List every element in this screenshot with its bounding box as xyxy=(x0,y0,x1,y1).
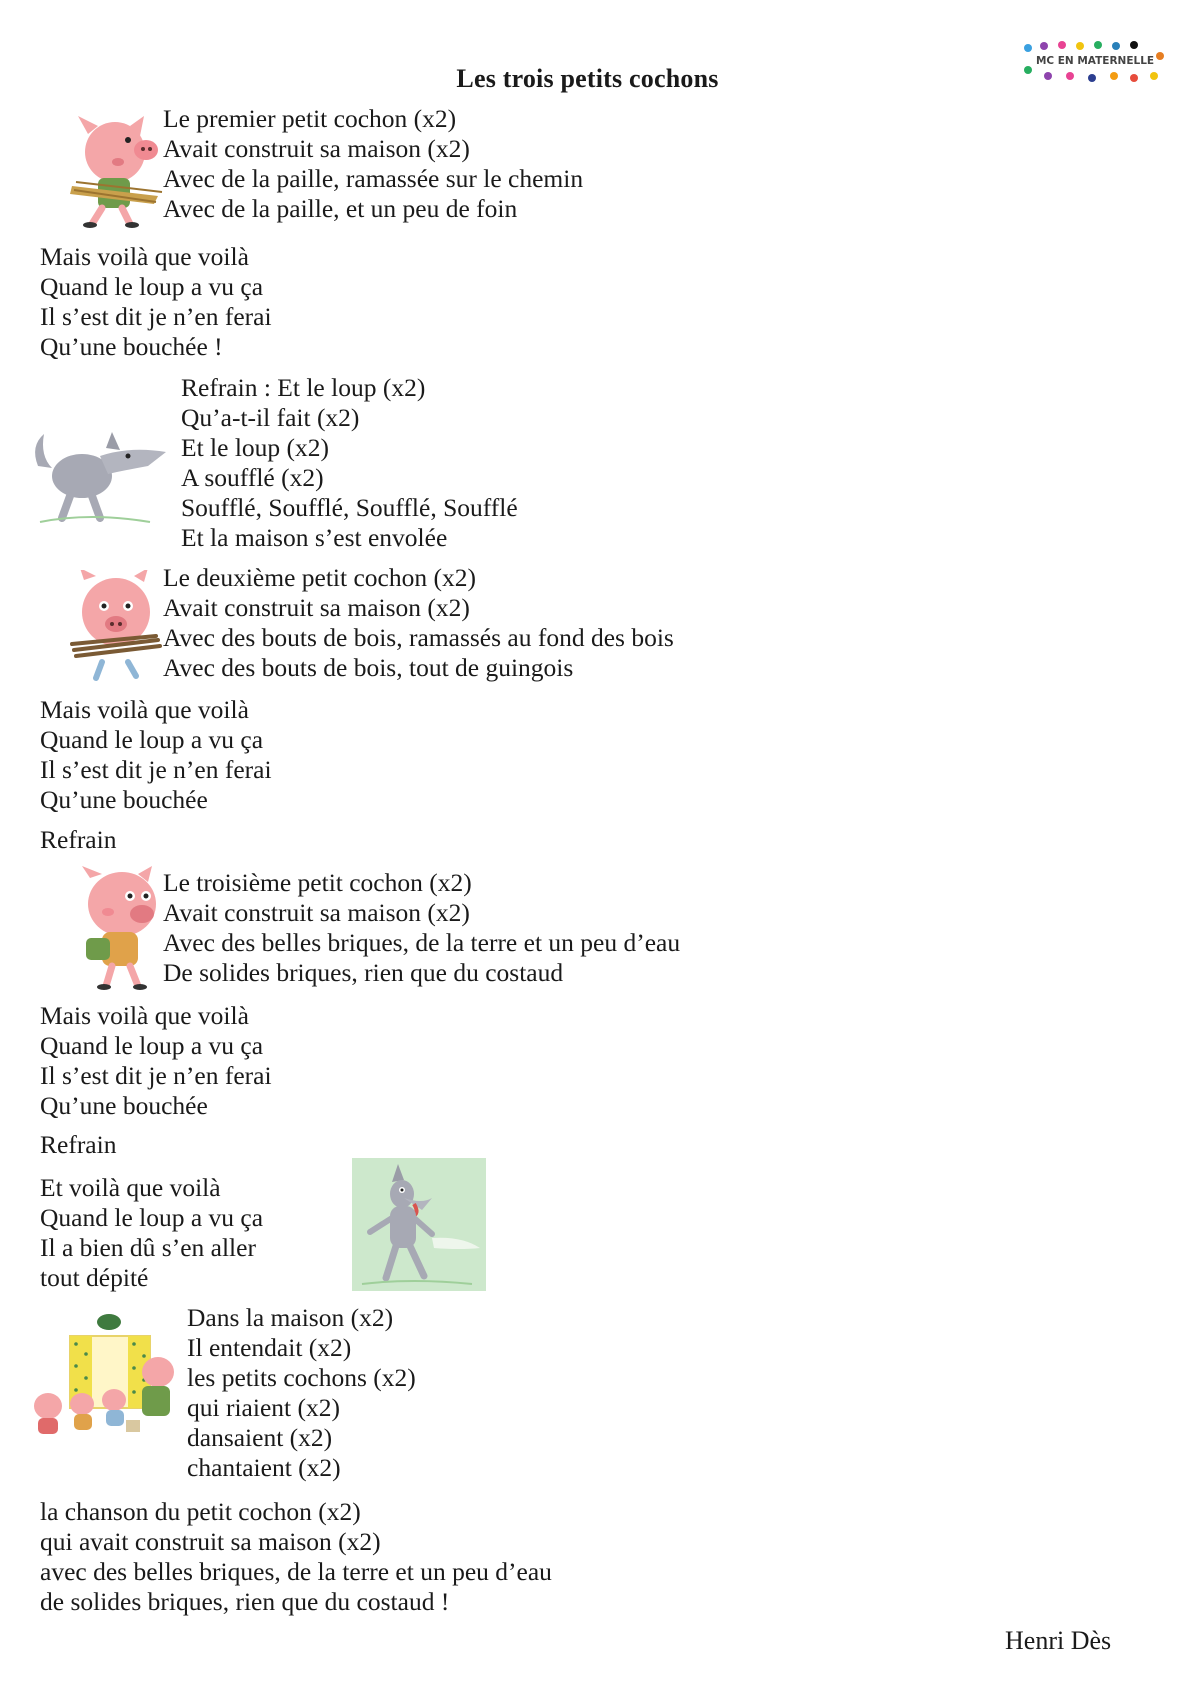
chorus-2-line: Quand le loup a vu ça xyxy=(40,725,264,754)
refrain-line: A soufflé (x2) xyxy=(181,463,324,492)
verse-2-line: Le deuxième petit cochon (x2) xyxy=(163,563,476,592)
chorus-2-line: Qu’une bouchée xyxy=(40,785,208,814)
house-verse-line: chantaient (x2) xyxy=(187,1453,341,1482)
chorus-3-line: Mais voilà que voilà xyxy=(40,1001,249,1030)
chorus-2 xyxy=(40,695,272,815)
pig-with-bag-illustration xyxy=(68,866,172,992)
logo-text: MC EN MATERNELLE xyxy=(1035,55,1155,67)
verse-3-line: De solides briques, rien que du costaud xyxy=(163,958,564,987)
author-name: Henri Dès xyxy=(1005,1626,1112,1655)
verse-3-line: Le troisième petit cochon (x2) xyxy=(163,868,472,897)
chorus-1-line: Qu’une bouchée ! xyxy=(40,332,223,361)
ending-line: Quand le loup a vu ça xyxy=(40,1203,264,1232)
pig-with-straw-illustration xyxy=(58,112,173,230)
house-verse-line: Dans la maison (x2) xyxy=(187,1303,394,1332)
final-verse-line: qui avait construit sa maison (x2) xyxy=(40,1527,381,1556)
refrain xyxy=(181,373,518,553)
refrain-line: Et la maison s’est envolée xyxy=(181,523,448,552)
final-verse-line: avec des belles briques, de la terre et un peu d’eau xyxy=(40,1557,552,1586)
house-verse xyxy=(187,1303,416,1483)
verse-2-line: Avec des bouts de bois, ramassés au fond des bois xyxy=(163,623,674,652)
chorus-1-line: Quand le loup a vu ça xyxy=(40,272,264,301)
refrain-label-1 xyxy=(40,825,116,855)
wolf-leaving-illustration xyxy=(352,1158,486,1291)
chorus-2-line: Il s’est dit je n’en ferai xyxy=(40,755,272,784)
refrain-line: Soufflé, Soufflé, Soufflé, Soufflé xyxy=(181,493,518,522)
ending-line: tout dépité xyxy=(40,1263,149,1292)
chorus-3 xyxy=(40,1001,272,1121)
refrain-line: Et le loup (x2) xyxy=(181,433,330,462)
chorus-3-line: Quand le loup a vu ça xyxy=(40,1031,264,1060)
pig-with-sticks-illustration xyxy=(66,570,166,682)
house-verse-line: dansaient (x2) xyxy=(187,1423,333,1452)
chorus-1-line: Mais voilà que voilà xyxy=(40,242,249,271)
chorus-3-line: Qu’une bouchée xyxy=(40,1091,208,1120)
ending xyxy=(40,1173,263,1293)
refrain-line: Qu’a-t-il fait (x2) xyxy=(181,403,360,432)
verse-3-line: Avait construit sa maison (x2) xyxy=(163,898,470,927)
refrain-line: Refrain : Et le loup (x2) xyxy=(181,373,426,402)
chorus-1-line: Il s’est dit je n’en ferai xyxy=(40,302,272,331)
refrain-label: Refrain xyxy=(40,825,117,854)
verse-1-line: Le premier petit cochon (x2) xyxy=(163,104,457,133)
verse-1-line: Avec de la paille, ramassée sur le chemin xyxy=(163,164,584,193)
verse-2 xyxy=(163,563,674,683)
verse-2-line: Avec des bouts de bois, tout de guingois xyxy=(163,653,574,682)
refrain-label-2 xyxy=(40,1130,116,1160)
chorus-3-line: Il s’est dit je n’en ferai xyxy=(40,1061,272,1090)
final-verse-line: la chanson du petit cochon (x2) xyxy=(40,1497,361,1526)
house-verse-line: qui riaient (x2) xyxy=(187,1393,340,1422)
wolf-blowing-illustration xyxy=(30,426,176,526)
ending-line: Il a bien dû s’en aller xyxy=(40,1233,256,1262)
mc-en-maternelle-logo xyxy=(1022,40,1168,88)
house-verse-line: Il entendait (x2) xyxy=(187,1333,352,1362)
song-title: Les trois petits cochons xyxy=(456,64,719,93)
pigs-in-house-illustration xyxy=(30,1310,180,1442)
chorus-1 xyxy=(40,242,272,362)
verse-1 xyxy=(163,104,583,224)
verse-3-line: Avec des belles briques, de la terre et un peu d’eau xyxy=(163,928,681,957)
final-verse xyxy=(40,1497,552,1617)
verse-2-line: Avait construit sa maison (x2) xyxy=(163,593,470,622)
refrain-label: Refrain xyxy=(40,1130,117,1159)
verse-1-line: Avait construit sa maison (x2) xyxy=(163,134,470,163)
ending-line: Et voilà que voilà xyxy=(40,1173,221,1202)
house-verse-line: les petits cochons (x2) xyxy=(187,1363,416,1392)
final-verse-line: de solides briques, rien que du costaud ! xyxy=(40,1587,450,1616)
verse-1-line: Avec de la paille, et un peu de foin xyxy=(163,194,518,223)
chorus-2-line: Mais voilà que voilà xyxy=(40,695,249,724)
verse-3 xyxy=(163,868,680,988)
